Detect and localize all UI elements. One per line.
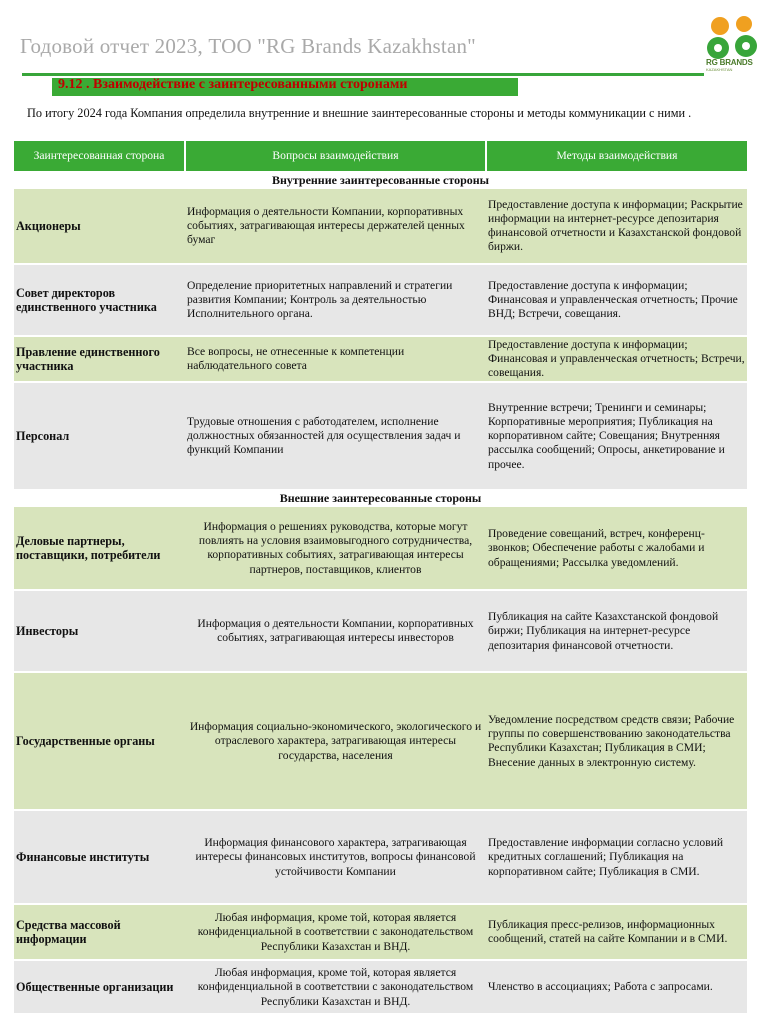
issues-cell: Все вопросы, не отнесенные к компетенции наблюдательного совета: [185, 336, 486, 382]
issues-cell: Информация о решениях руководства, которые могут повлиять на условия взаимовыгодного сотрудничества, корпоративных событиях, затрагивающая интересы партнеров, поставщиков, клиентов: [185, 506, 486, 590]
methods-cell: Предоставление информации согласно условий кредитных соглашений; Публикация на корпоративном сайте; Публикация в СМИ.: [486, 810, 747, 904]
stakeholder-name: Персонал: [14, 382, 185, 490]
table-header-row: [14, 141, 747, 172]
issues-cell: Трудовые отношения с работодателем, исполнение должностных обязанностей для осуществления задач и функций Компании: [185, 382, 486, 490]
methods-cell: Публикация на сайте Казахстанской фондовой биржи; Публикация на интернет-ресурсе депозитария финансовой отчетности.: [486, 590, 747, 672]
stakeholder-name: Совет директоров единственного участника: [14, 264, 185, 336]
stakeholder-name: Финансовые институты: [14, 810, 185, 904]
issues-cell: Информация о деятельности Компании, корпоративных событиях, затрагивающая интересы держателей ценных бумаг: [185, 188, 486, 264]
section-title: 9.12 . Взаимодействие с заинтересованными сторонами: [58, 77, 408, 92]
table-row: [14, 264, 747, 336]
issues-cell: Любая информация, кроме той, которая является конфиденциальной в соответствии с законодательством Республики Казахстан и ВНД.: [185, 904, 486, 960]
methods-cell: Предоставление доступа к информации; Финансовая и управленческая отчетность; Прочие ВНД; Встречи, совещания.: [486, 264, 747, 336]
table-row: [14, 904, 747, 960]
stakeholders-table: [14, 141, 747, 1015]
table-row: [14, 960, 747, 1014]
methods-cell: Членство в ассоциациях; Работа с запросами.: [486, 960, 747, 1014]
methods-cell: Предоставление доступа к информации; Финансовая и управленческая отчетность; Встречи, совещания.: [486, 336, 747, 382]
header-divider: [22, 73, 704, 76]
table-row: [14, 336, 747, 382]
header-issues: Вопросы взаимодействия: [185, 141, 486, 172]
stakeholder-name: Деловые партнеры, поставщики, потребители: [14, 506, 185, 590]
issues-cell: Информация социально-экономического, экологического и отраслевого характера, затрагивающая интересы государства, населения: [185, 672, 486, 810]
issues-cell: Определение приоритетных направлений и стратегии развития Компании; Контроль за деятельностью Исполнительного органа.: [185, 264, 486, 336]
issues-cell: Информация о деятельности Компании, корпоративных событиях, затрагивающая интересы инвесторов: [185, 590, 486, 672]
stakeholder-name: Акционеры: [14, 188, 185, 264]
methods-cell: Внутренние встречи; Тренинги и семинары; Корпоративные мероприятия; Публикация на корпоративном сайте; Совещания; Внутренняя рассылка сообщений; Опросы, анкетирование и прочее.: [486, 382, 747, 490]
page-header-title: Годовой отчет 2023, ТОО "RG Brands Kazakhstan": [20, 34, 476, 58]
group-label-external: Внешние заинтересованные стороны: [14, 490, 747, 506]
methods-cell: Уведомление посредством средств связи; Рабочие группы по совершенствованию законодательства Республики Казахстан; Публикация в СМИ; Внесение данных в электронную систему.: [486, 672, 747, 810]
group-label-internal: Внутренние заинтересованные стороны: [14, 172, 747, 188]
stakeholder-name: Средства массовой информации: [14, 904, 185, 960]
group-row-internal: [14, 172, 747, 188]
methods-cell: Публикация пресс-релизов, информационных сообщений, статей на сайте Компании и в СМИ.: [486, 904, 747, 960]
table-row: [14, 810, 747, 904]
table-row: [14, 382, 747, 490]
table-row: [14, 506, 747, 590]
table-row: [14, 672, 747, 810]
header-stakeholder: Заинтересованная сторона: [14, 141, 185, 172]
stakeholder-name: Общественные организации: [14, 960, 185, 1014]
methods-cell: Проведение совещаний, встреч, конференц-звонков; Обеспечение работы с жалобами и обращениями; Рассылка уведомлений.: [486, 506, 747, 590]
stakeholder-name: Правление единственного участника: [14, 336, 185, 382]
table-row: [14, 590, 747, 672]
table-row: [14, 188, 747, 264]
header-methods: Методы взаимодействия: [486, 141, 747, 172]
logo-subtext: KAZAKHSTAN: [706, 67, 733, 72]
group-row-external: [14, 490, 747, 506]
issues-cell: Информация финансового характера, затрагивающая интересы финансовых институтов, вопросы финансовой устойчивости Компании: [185, 810, 486, 904]
issues-cell: Любая информация, кроме той, которая является конфиденциальной в соответствии с законодательством Республики Казахстан и ВНД.: [185, 960, 486, 1014]
intro-paragraph: По итогу 2024 года Компания определила внутренние и внешние заинтересованные стороны и методы коммуникации с ними .: [27, 106, 692, 120]
logo-text: RG BRANDS: [706, 58, 753, 67]
stakeholder-name: Государственные органы: [14, 672, 185, 810]
stakeholder-name: Инвесторы: [14, 590, 185, 672]
methods-cell: Предоставление доступа к информации; Раскрытие информации на интернет-ресурсе депозитария финансовой отчетности и Казахстанской фондовой биржи.: [486, 188, 747, 264]
